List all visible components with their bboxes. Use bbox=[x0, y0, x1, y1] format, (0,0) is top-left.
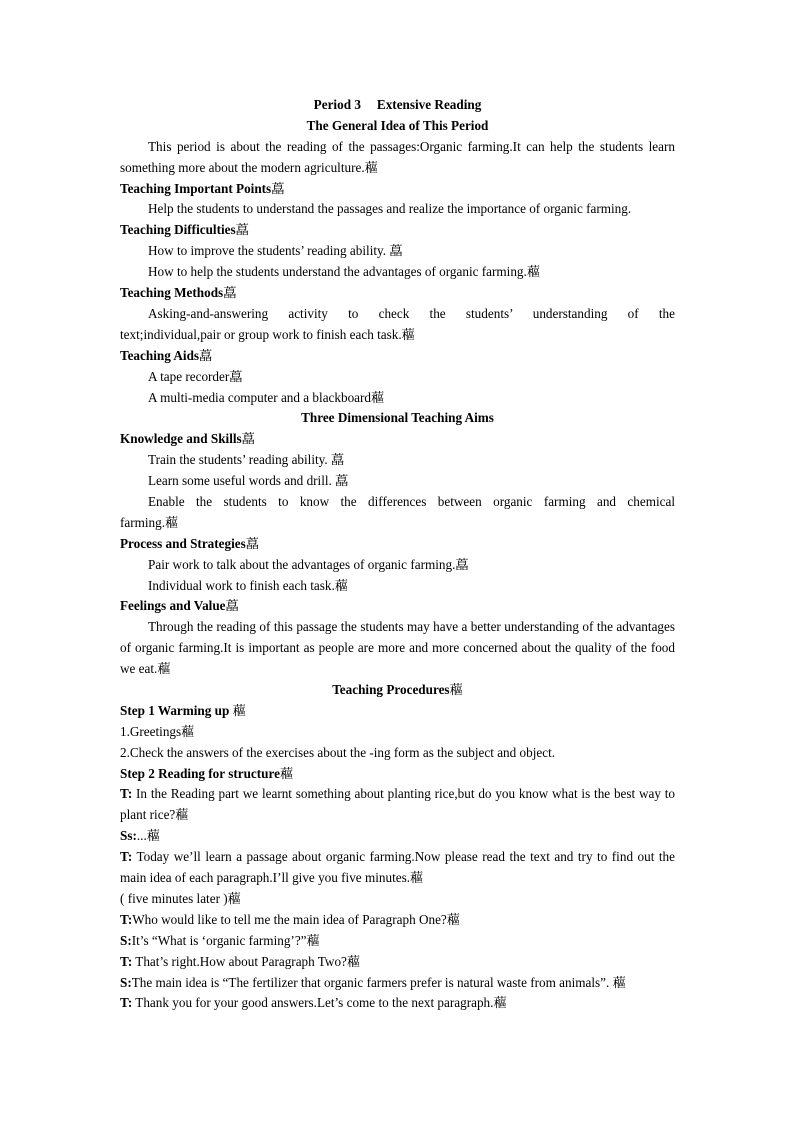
period-topic: Extensive Reading bbox=[376, 97, 482, 112]
knowledge-heading: Knowledge and Skills藠 bbox=[120, 431, 255, 447]
dialogue-line: T: Thank you for your good answers.Let’s come to the next paragraph.藲 bbox=[120, 995, 507, 1011]
difficulty-item: How to improve the students’ reading ability. 藠 bbox=[148, 243, 403, 259]
period-title bbox=[120, 95, 675, 116]
important-points-heading: Teaching Important Points藠 bbox=[120, 180, 285, 196]
dialogue-line: T: In the Reading part we learnt something about planting rice,but do you know what is the best way to plant rice?藲 bbox=[120, 786, 676, 823]
dialogue-line: S:The main idea is “The fertilizer that organic farmers prefer is natural waste from animals”. 藲 bbox=[120, 974, 626, 990]
difficulty-item: How to help the students understand the advantages of organic farming.藲 bbox=[148, 264, 540, 280]
dialogue-line: ( five minutes later )藲 bbox=[120, 890, 241, 906]
dialogue-line: S:It’s “What is ‘organic farming’?”藲 bbox=[120, 932, 320, 948]
step2-heading: Step 2 Reading for structure藲 bbox=[120, 765, 294, 781]
period-number: Period 3 bbox=[313, 97, 361, 112]
difficulties-heading: Teaching Difficulties藠 bbox=[120, 222, 249, 238]
procedures-title: Teaching Procedures藲 bbox=[332, 682, 463, 698]
document-page bbox=[120, 95, 675, 1014]
dialogue-line: T:Who would like to tell me the main idea of Paragraph One?藲 bbox=[120, 911, 460, 927]
methods-text-line: text;individual,pair or group work to finish each task.藲 bbox=[120, 326, 415, 342]
dialogue-line: T: Today we’ll learn a passage about organic farming.Now please read the text and try to find out the main idea of each paragraph.I’ll give you five minutes.藲 bbox=[120, 849, 675, 886]
process-item: Individual work to finish each task.藲 bbox=[148, 577, 348, 593]
dialogue-line: Ss:...藲 bbox=[120, 828, 160, 844]
process-heading: Process and Strategies藠 bbox=[120, 535, 259, 551]
knowledge-enable-line: farming.藲 bbox=[120, 514, 179, 530]
methods-heading: Teaching Methods藠 bbox=[120, 285, 237, 301]
general-idea-paragraph: This period is about the reading of the passages:Organic farming.It can help the students learn something more about the modern agriculture.藲 bbox=[120, 138, 675, 175]
aid-item: A tape recorder藠 bbox=[148, 368, 243, 384]
general-idea-title: The General Idea of This Period bbox=[306, 117, 489, 133]
aid-item: A multi-media computer and a blackboard藲 bbox=[148, 389, 385, 405]
important-points-item: Help the students to understand the passages and realize the importance of organic farming. bbox=[148, 201, 632, 217]
dialogue-line: T: That’s right.How about Paragraph Two?藲 bbox=[120, 953, 361, 969]
step1-item: 2.Check the answers of the exercises about the -ing form as the subject and object. bbox=[120, 744, 556, 760]
knowledge-enable-line: Enable the students to know the differences between organic farming and chemical bbox=[148, 493, 675, 509]
methods-text-line: Asking-and-answering activity to check the students’ understanding of the bbox=[148, 305, 675, 321]
knowledge-item: Train the students’ reading ability. 藠 bbox=[148, 452, 345, 468]
feelings-paragraph: Through the reading of this passage the students may have a better understanding of the advantages of organic farming.It is important as people are more and more concerned about the quality of the food we eat.藲 bbox=[120, 619, 675, 677]
feelings-heading: Feelings and Value藠 bbox=[120, 598, 239, 614]
aids-heading: Teaching Aids藠 bbox=[120, 347, 213, 363]
knowledge-item: Learn some useful words and drill. 藠 bbox=[148, 473, 349, 489]
process-item: Pair work to talk about the advantages of organic farming.藠 bbox=[148, 556, 469, 572]
step1-item: 1.Greetings藲 bbox=[120, 723, 195, 739]
step1-heading: Step 1 Warming up 藲 bbox=[120, 702, 246, 718]
aims-title: Three Dimensional Teaching Aims bbox=[301, 410, 494, 426]
